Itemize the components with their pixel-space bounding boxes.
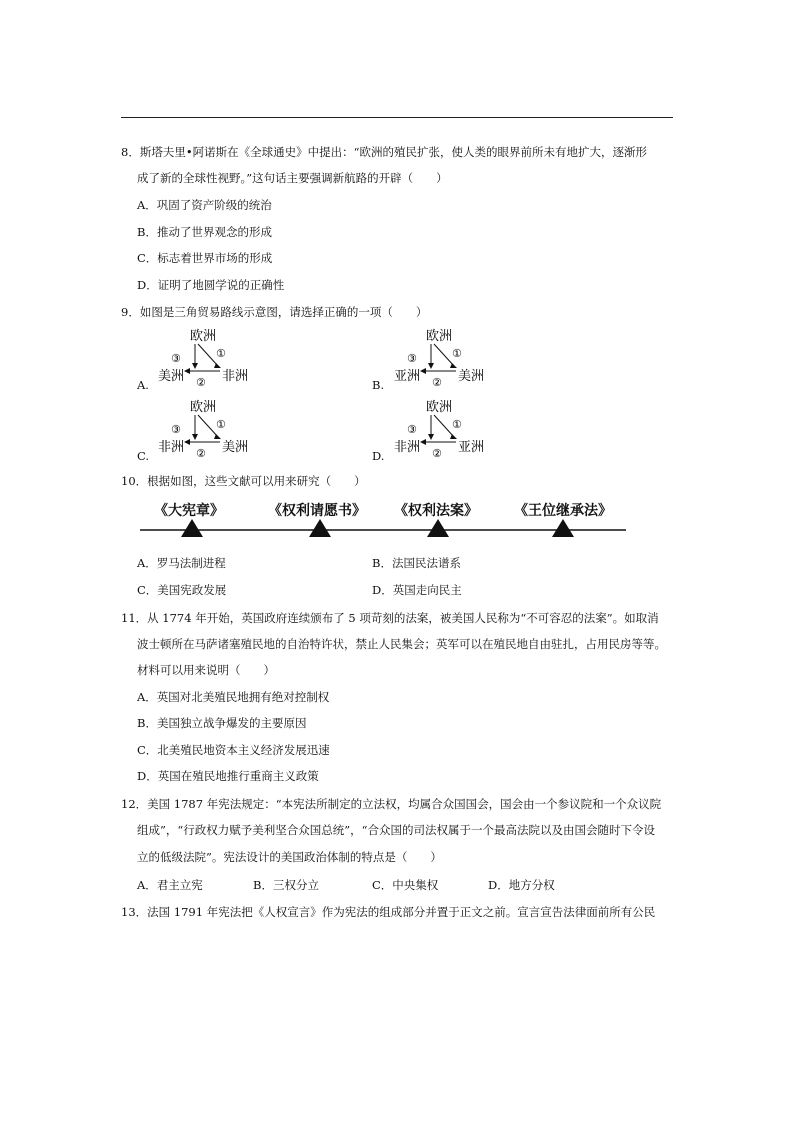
trade-diagram-d[interactable] bbox=[386, 397, 496, 466]
diagram-c-marker-1: ① bbox=[216, 418, 226, 431]
question-11-line-2: 波士顿所在马萨诸塞殖民地的自治特许状，禁止人民集会；英军可以在殖民地自由驻扎，占用民房等等。 bbox=[137, 637, 666, 651]
question-9-option-c-letter[interactable]: C. bbox=[137, 449, 150, 463]
timeline-marker-4 bbox=[552, 519, 574, 537]
diagram-b-marker-2: ② bbox=[432, 376, 442, 389]
question-9-stem: 9．如图是三角贸易路线示意图，请选择正确的一项（ ） bbox=[121, 305, 428, 319]
question-12-option-d[interactable]: D．地方分权 bbox=[488, 878, 555, 892]
question-12-option-b[interactable]: B．三权分立 bbox=[253, 878, 319, 892]
question-9-option-a-letter[interactable]: A. bbox=[137, 378, 149, 392]
timeline-marker-2 bbox=[309, 519, 331, 537]
diagram-d-top-label: 欧洲 bbox=[426, 400, 453, 415]
question-9-option-b-letter[interactable]: B. bbox=[372, 378, 385, 392]
diagram-d-marker-2: ② bbox=[432, 447, 442, 460]
diagram-c-marker-3: ③ bbox=[171, 423, 181, 436]
timeline-doc-petition-of-right: 《权利请愿书》 bbox=[268, 503, 366, 519]
trade-diagram-b[interactable] bbox=[386, 326, 496, 395]
question-8-option-d[interactable]: D．证明了地圆学说的正确性 bbox=[137, 278, 285, 292]
question-8-line-1: 8．斯塔夫里•阿诺斯在《全球通史》中提出：“欧洲的殖民扩张，使人类的眼界前所未有地扩大，逐渐形 bbox=[121, 145, 647, 159]
question-11-line-1: 11．从 1774 年开始，英国政府连续颁布了 5 项苛刻的法案，被美国人民称为“不可容忍的法案”。如取消 bbox=[121, 611, 659, 625]
question-10-stem: 10．根据如图，这些文献可以用来研究（ ） bbox=[121, 474, 366, 488]
diagram-a-marker-3: ③ bbox=[171, 352, 181, 365]
diagram-a-marker-2: ② bbox=[196, 376, 206, 389]
diagram-d-left-label: 非洲 bbox=[394, 440, 421, 455]
diagram-c-marker-2: ② bbox=[196, 447, 206, 460]
question-12-line-1: 12．美国 1787 年宪法规定：“本宪法所制定的立法权，均属合众国国会，国会由一个参议院和一个众议院 bbox=[121, 797, 662, 811]
question-8-line-2: 成了新的全球性视野。”这句话主要强调新航路的开辟（ ） bbox=[137, 171, 448, 185]
diagram-c-left-label: 非洲 bbox=[158, 440, 185, 455]
question-11-option-a[interactable]: A．英国对北美殖民地拥有绝对控制权 bbox=[137, 690, 330, 704]
trade-diagram-c[interactable] bbox=[150, 397, 260, 466]
diagram-d-marker-3: ③ bbox=[407, 423, 417, 436]
header-rule bbox=[121, 117, 673, 118]
timeline-doc-act-of-settlement: 《王位继承法》 bbox=[514, 503, 612, 519]
timeline-marker-1 bbox=[181, 519, 203, 537]
question-11-option-d[interactable]: D．英国在殖民地推行重商主义政策 bbox=[137, 769, 319, 783]
question-11-option-c[interactable]: C．北美殖民地资本主义经济发展迅速 bbox=[137, 743, 330, 757]
diagram-d-right-label: 亚洲 bbox=[458, 440, 485, 455]
question-11-option-b[interactable]: B．美国独立战争爆发的主要原因 bbox=[137, 716, 307, 730]
diagram-a-marker-1: ① bbox=[216, 347, 226, 360]
diagram-a-left-label: 美洲 bbox=[158, 369, 185, 384]
timeline-doc-bill-of-rights: 《权利法案》 bbox=[394, 503, 478, 519]
trade-diagram-a[interactable] bbox=[150, 326, 260, 395]
question-10-option-c[interactable]: C．美国宪政发展 bbox=[137, 583, 227, 597]
diagram-d-marker-1: ① bbox=[452, 418, 462, 431]
diagram-b-right-label: 美洲 bbox=[458, 369, 485, 384]
diagram-a-top-label: 欧洲 bbox=[190, 329, 217, 344]
diagram-c-right-label: 美洲 bbox=[222, 440, 249, 455]
question-10-option-d[interactable]: D．英国走向民主 bbox=[372, 583, 462, 597]
diagram-b-marker-3: ③ bbox=[407, 352, 417, 365]
diagram-b-top-label: 欧洲 bbox=[426, 329, 453, 344]
timeline-axis bbox=[140, 500, 630, 545]
diagram-a-right-label: 非洲 bbox=[222, 369, 249, 384]
question-12-option-a[interactable]: A．君主立宪 bbox=[137, 878, 203, 892]
question-8-option-a[interactable]: A．巩固了资产阶级的统治 bbox=[137, 198, 272, 212]
diagram-c-top-label: 欧洲 bbox=[190, 400, 217, 415]
question-8-option-c[interactable]: C．标志着世界市场的形成 bbox=[137, 251, 273, 265]
diagram-b-marker-1: ① bbox=[452, 347, 462, 360]
question-13-line-1: 13．法国 1791 年宪法把《人权宣言》作为宪法的组成部分并置于正文之前。宣言宣告法律面前所有公民 bbox=[121, 905, 656, 919]
question-12-option-c[interactable]: C．中央集权 bbox=[372, 878, 439, 892]
question-11-line-3: 材料可以用来说明（ ） bbox=[137, 663, 275, 677]
document-timeline bbox=[140, 500, 630, 545]
question-12-line-3: 立的低级法院”。宪法设计的美国政治体制的特点是（ ） bbox=[137, 850, 442, 864]
diagram-b-left-label: 亚洲 bbox=[394, 369, 421, 384]
question-10-option-a[interactable]: A．罗马法制进程 bbox=[137, 556, 226, 570]
question-10-option-b[interactable]: B．法国民法谱系 bbox=[372, 556, 461, 570]
question-12-line-2: 组成”，“行政权力赋予美利坚合众国总统”，“合众国的司法权属于一个最高法院以及由国会随时下令设 bbox=[137, 823, 656, 837]
timeline-marker-3 bbox=[427, 519, 449, 537]
question-8-option-b[interactable]: B．推动了世界观念的形成 bbox=[137, 225, 272, 239]
question-9-option-d-letter[interactable]: D. bbox=[372, 449, 385, 463]
timeline-doc-magna-carta: 《大宪章》 bbox=[154, 503, 224, 519]
